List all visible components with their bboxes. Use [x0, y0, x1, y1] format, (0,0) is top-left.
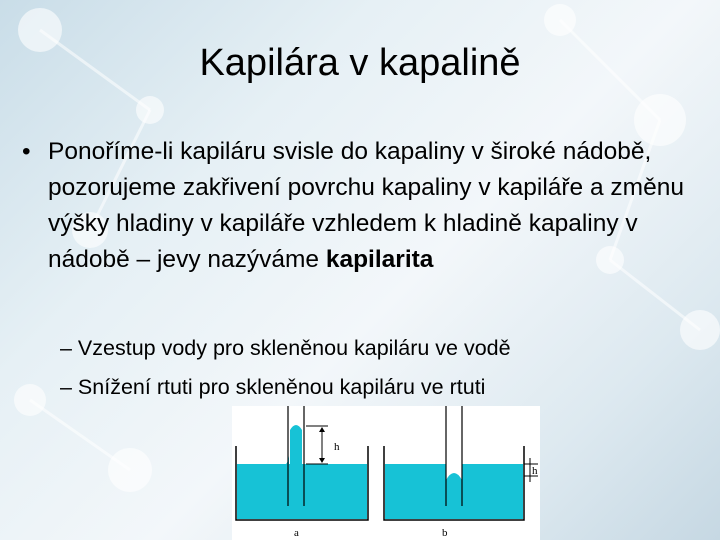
figure-label-b: b [442, 527, 448, 539]
capillarity-figure [232, 406, 540, 540]
main-bullet-text [48, 134, 708, 278]
liquid-vessel-b [385, 464, 446, 519]
capillary-column-b [446, 473, 462, 519]
capillary-column-a [290, 425, 302, 464]
figure-label-a: a [294, 527, 299, 539]
main-bullet-bold-term: kapilarita [325, 246, 434, 273]
height-label-b: h [532, 465, 538, 477]
bullet-marker: • [22, 138, 31, 165]
sub-bullet-rise: – Vzestup vody pro skleněnou kapiláru ve vodě [60, 336, 511, 360]
height-label-a: h [334, 441, 340, 453]
slide-title: Kapilára v kapalině [199, 42, 521, 84]
sub-bullet-depression: – Snížení rtuti pro skleněnou kapiláru ve rtuti [60, 375, 486, 399]
main-bullet-body: Ponoříme-li kapiláru svisle do kapaliny v široké nádobě, pozorujeme zakřivení povrchu kapaliny v kapiláře a změnu výšky hladiny v kapiláře vzhledem k hladině kapaliny v nádobě – jevy nazýváme [48, 138, 684, 273]
liquid-vessel-a [237, 456, 289, 519]
